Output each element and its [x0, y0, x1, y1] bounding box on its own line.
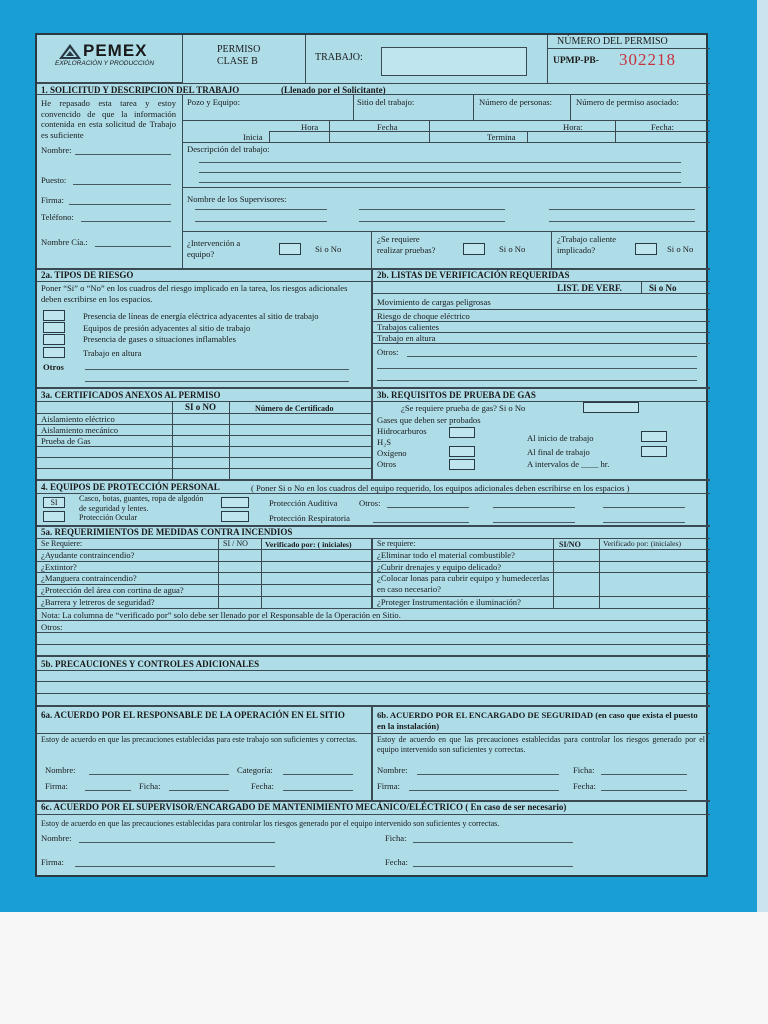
riesgo-1-checkbox[interactable] [43, 310, 65, 321]
telefono-label: Teléfono: [41, 212, 74, 222]
gas-time-intervalos: A intervalos de ____ hr. [527, 459, 610, 469]
puesto-label: Puesto: [41, 175, 67, 185]
supervisor-line-3[interactable] [549, 209, 695, 210]
incendio-item-1: ¿Ayudante contraincendio? [41, 550, 135, 560]
firma-field[interactable] [69, 204, 171, 205]
epp-otros-line-4[interactable] [373, 522, 469, 523]
intervencion-label: ¿Intervención a equipo? [187, 238, 241, 259]
gas-otros: Otros [377, 459, 397, 469]
work-permit-form [35, 33, 708, 877]
puesto-field[interactable] [73, 184, 171, 185]
section3b-title: 3b. REQUISITOS DE PRUEBA DE GAS [377, 390, 536, 400]
col-verif-label: Verificado por: ( iniciales) [265, 540, 352, 549]
pruebas-label: ¿Se requiere realizar pruebas? [377, 234, 436, 255]
incendio-item-3: ¿Manguera contraincendio? [41, 573, 137, 583]
caliente-label: ¿Trabajo caliente implicado? [557, 234, 617, 255]
trabajo-field[interactable] [381, 47, 527, 76]
lista-item-1: Movimiento de cargas peligrosas [377, 297, 491, 307]
epp-casco-checkbox[interactable]: SI [43, 497, 65, 508]
riesgo-otros-line-2[interactable] [85, 381, 349, 382]
num-personas-label: Número de personas: [479, 97, 553, 107]
declaration-text: He repasado esta tarea y estoy convencido de que la información contenida en esta solicitud de Trabajo es suficiente [41, 98, 176, 140]
section1-note: (Llenado por el Solicitante) [281, 85, 386, 95]
gas-hidrocarburos-checkbox[interactable] [449, 427, 475, 438]
gas-h2s: H₂S [377, 437, 391, 447]
section6a-text: Estoy de acuerdo en que las precauciones establecidas para este trabajo son suficientes y correctas. [41, 735, 358, 744]
section6a-title: 6a. ACUERDO POR EL RESPONSABLE DE LA OPERACIÓN EN EL SITIO [41, 710, 345, 720]
riesgo-4-label: Trabajo en altura [83, 348, 142, 358]
descripcion-line-3[interactable] [199, 182, 681, 183]
nombre-label: Nombre: [41, 145, 72, 155]
gases-label: Gases que deben ser probados [377, 415, 481, 425]
epp-ocular-label: Protección Ocular [79, 513, 137, 522]
epp-otros-line-6[interactable] [603, 522, 685, 523]
pozo-label: Pozo y Equipo: [187, 97, 240, 107]
section6c-text: Estoy de acuerdo en que las precauciones establecidas para controlar los riesgos generado por el equipo intervenido son suficientes y correctas. [41, 819, 500, 828]
lista-item-4: Trabajo en altura [377, 333, 436, 343]
company-name: PEMEX [83, 41, 148, 60]
background-edge [757, 0, 768, 912]
s6b-ficha-field[interactable] [601, 774, 687, 775]
nombre-cia-label: Nombre Cía.: [41, 237, 88, 247]
lista-item-3: Trabajos calientes [377, 322, 439, 332]
riesgo-4-checkbox[interactable] [43, 347, 65, 358]
section2a-instructions: Poner “Si” o “No” en los cuadros del riesgo implicado en la tarea, los riesgos adicionales deben escribirse en los espacios. [41, 283, 348, 304]
inicia-label: Inicia [243, 132, 263, 142]
scanner-bed [0, 912, 768, 1024]
section5b-title: 5b. PRECAUCIONES Y CONTROLES ADICIONALES [41, 659, 260, 669]
s6a-categoria-field[interactable] [283, 774, 353, 775]
s6c-firma-label: Firma: [41, 857, 64, 867]
caliente-checkbox[interactable] [635, 243, 657, 255]
hora-inicio-label: Hora [301, 122, 319, 132]
intervencion-si-no: Si o No [315, 244, 342, 254]
section4-title: 4. EQUIPOS DE PROTECCIÓN PERSONAL [41, 482, 220, 492]
s6c-nombre-field[interactable] [79, 842, 275, 843]
permit-line1: PERMISO [217, 44, 261, 55]
num-permiso-label: Número de permiso asociado: [576, 97, 679, 107]
riesgo-otros-line-1[interactable] [85, 369, 349, 370]
riesgo-3-checkbox[interactable] [43, 334, 65, 345]
riesgo-2-checkbox[interactable] [43, 322, 65, 333]
section6c-title: 6c. ACUERDO POR EL SUPERVISOR/ENCARGADO DE MANTENIMIENTO MECÁNICO/ELÉCTRICO ( En caso de ser necesario) [41, 802, 567, 812]
s6a-fecha-field[interactable] [283, 790, 353, 791]
section6b-title: 6b. ACUERDO POR EL ENCARGADO DE SEGURIDAD (en caso que exista el puesto en la instalación) [377, 710, 698, 731]
certificados-sino-header: SI o NO [185, 402, 217, 412]
col-verif-label-2: Verificado por: (iniciales) [603, 539, 682, 548]
sitio-label: Sitio del trabajo: [357, 97, 415, 107]
col-sino-label-2: SI/NO [559, 540, 581, 549]
s6b-fecha-label: Fecha: [573, 781, 596, 791]
lista-item-2: Riesgo de choque eléctrico [377, 311, 470, 321]
certificado-3: Prueba de Gas [41, 436, 91, 446]
gas-time-final: Al final de trabajo [527, 447, 590, 457]
list-verf-header: LIST. DE VERF. [557, 283, 622, 293]
descripcion-label: Descripción del trabajo: [187, 144, 270, 154]
section5a-title: 5a. REQUERIMIENTOS DE MEDIDAS CONTRA INCENDIOS [41, 527, 293, 537]
s6c-fecha-field[interactable] [413, 866, 573, 867]
epp-respiratoria-label: Protección Respiratoria [269, 513, 350, 523]
s6a-firma-field[interactable] [85, 790, 131, 791]
section3a-title: 3a. CERTIFICADOS ANEXOS AL PERMISO [41, 390, 221, 400]
descripcion-line-1[interactable] [199, 162, 681, 163]
epp-ocular-checkbox[interactable] [43, 511, 65, 522]
certificados-numero-header: Número de Certificado [255, 404, 334, 413]
incendio-item-9: ¿Proteger Instrumentación e iluminación? [377, 597, 521, 607]
col-sino-label: SI / NO [223, 539, 248, 548]
section6b-text: Estoy de acuerdo en que las precauciones establecidas para controlar los riesgos generado por el equipo intervenido son suficientes y correctas. [377, 735, 705, 754]
riesgo-3-label: Presencia de gases o situaciones inflamables [83, 334, 236, 344]
permit-line2: CLASE B [217, 56, 258, 67]
s6c-nombre-label: Nombre: [41, 833, 72, 843]
supervisores-label: Nombre de los Supervisores: [187, 194, 287, 204]
s6b-ficha-label: Ficha: [573, 765, 595, 775]
hora-fin-label: Hora: [563, 122, 583, 132]
section1-title: 1. SOLICITUD Y DESCRIPCION DEL TRABAJO [41, 85, 240, 95]
si-no-header: Si o No [649, 283, 677, 293]
pruebas-si-no: Si o No [499, 244, 526, 254]
epp-otros-line-2[interactable] [493, 507, 575, 508]
riesgo-2-label: Equipos de presión adyacentes al sitio de trabajo [83, 323, 251, 333]
riesgo-otros-label: Otros [43, 362, 64, 372]
s6b-nombre-field[interactable] [417, 774, 559, 775]
gas-otros-checkbox[interactable] [449, 459, 475, 470]
firma-label: Firma: [41, 195, 64, 205]
nombre-field[interactable] [75, 154, 171, 155]
se-requiere-label: Se Requiere: [41, 539, 83, 548]
s6c-ficha-label: Ficha: [385, 833, 407, 843]
permit-number-label: NÚMERO DEL PERMISO [557, 36, 668, 47]
lista-otros-line-3[interactable] [377, 380, 697, 381]
gas-time-inicio: Al inicio de trabajo [527, 433, 594, 443]
s6b-fecha-field[interactable] [601, 790, 687, 791]
incendio-otros-label: Otros: [41, 622, 63, 632]
pruebas-checkbox[interactable] [463, 243, 485, 255]
s6a-ficha-field[interactable] [169, 790, 229, 791]
epp-auditiva-checkbox[interactable] [221, 497, 249, 508]
fecha-fin-label: Fecha: [651, 122, 674, 132]
gas-question-checkbox[interactable] [583, 402, 639, 413]
supervisor-line-4[interactable] [195, 221, 327, 222]
gas-hidrocarburos: Hidrocarburos [377, 426, 427, 436]
epp-otros-line-3[interactable] [603, 507, 685, 508]
incendio-item-2: ¿Extintor? [41, 562, 77, 572]
epp-otros-line-5[interactable] [493, 522, 575, 523]
certificado-1: Aislamiento eléctrico [41, 414, 115, 424]
s6c-ficha-field[interactable] [413, 842, 573, 843]
lista-otros-label: Otros: [377, 347, 399, 357]
supervisor-line-1[interactable] [195, 209, 327, 210]
section2b-title: 2b. LISTAS DE VERIFICACIÓN REQUERIDAS [377, 270, 570, 280]
gas-oxigeno: Oxígeno [377, 448, 407, 458]
s6c-fecha-label: Fecha: [385, 857, 408, 867]
riesgo-1-label: Presencia de líneas de energía eléctrica adyacentes al sitio de trabajo [83, 311, 319, 321]
s6b-firma-field[interactable] [409, 790, 559, 791]
caliente-si-no: Si o No [667, 244, 694, 254]
epp-respiratoria-checkbox[interactable] [221, 511, 249, 522]
s6a-categoria-label: Categoría: [237, 765, 273, 775]
incendio-item-8: ¿Colocar lonas para cubrir equipo y humedecerlas en caso necesario? [377, 573, 550, 594]
fecha-inicio-label: Fecha [377, 122, 398, 132]
epp-casco-label: Casco, botas, guantes, ropa de algodón de seguridad y lentes. [79, 494, 204, 513]
s6b-firma-label: Firma: [377, 781, 400, 791]
lista-otros-line-1[interactable] [407, 356, 697, 357]
permit-number: 302218 [619, 50, 676, 69]
s6a-nombre-label: Nombre: [45, 765, 76, 775]
intervencion-checkbox[interactable] [279, 243, 301, 255]
section4-note: ( Poner Si o No en los cuadros del equipo requerido, los equipos adicionales deben escribirse en los espacios ) [251, 483, 630, 493]
supervisor-line-6[interactable] [549, 221, 695, 222]
nombre-cia-field[interactable] [95, 246, 171, 247]
supervisor-line-5[interactable] [359, 221, 505, 222]
telefono-field[interactable] [81, 221, 171, 222]
certificado-2: Aislamiento mecánico [41, 425, 119, 435]
incendio-item-6: ¿Eliminar todo el material combustible? [377, 550, 515, 560]
upmp-label: UPMP-PB- [553, 56, 599, 66]
incendio-item-7: ¿Cubrir drenajes y equipo delicado? [377, 562, 502, 572]
descripcion-line-2[interactable] [199, 172, 681, 173]
s6a-firma-label: Firma: [45, 781, 68, 791]
epp-auditiva-label: Protección Auditiva [269, 498, 338, 508]
s6a-nombre-field[interactable] [89, 774, 229, 775]
trabajo-label: TRABAJO: [315, 52, 363, 63]
lista-otros-line-2[interactable] [377, 368, 697, 369]
s6c-firma-field[interactable] [75, 866, 275, 867]
incendio-item-4: ¿Protección del área con cortina de agua? [41, 585, 184, 595]
gas-time-inicio-checkbox[interactable] [641, 431, 667, 442]
gas-time-final-checkbox[interactable] [641, 446, 667, 457]
incendio-item-5: ¿Barrera y letreros de seguridad? [41, 597, 155, 607]
epp-otros-line-1[interactable] [387, 507, 469, 508]
termina-label: Termina [487, 132, 516, 142]
section2a-title: 2a. TIPOS DE RIESGO [41, 270, 134, 280]
gas-question: ¿Se requiere prueba de gas? Si o No [401, 403, 526, 413]
supervisor-line-2[interactable] [359, 209, 505, 210]
epp-otros-label: Otros: [359, 498, 381, 508]
se-requiere-label-2: Se requiere: [377, 539, 416, 548]
company-subtitle: EXPLORACIÓN Y PRODUCCIÓN [55, 60, 155, 67]
s6a-fecha-label: Fecha: [251, 781, 274, 791]
s6b-nombre-label: Nombre: [377, 765, 408, 775]
s6a-ficha-label: Ficha: [139, 781, 161, 791]
verificado-nota: Nota: La columna de “verificado por” solo debe ser llenado por el Responsable de la Operación en Sitio. [41, 610, 401, 620]
gas-oxigeno-checkbox[interactable] [449, 446, 475, 457]
logo-cell [37, 35, 183, 83]
